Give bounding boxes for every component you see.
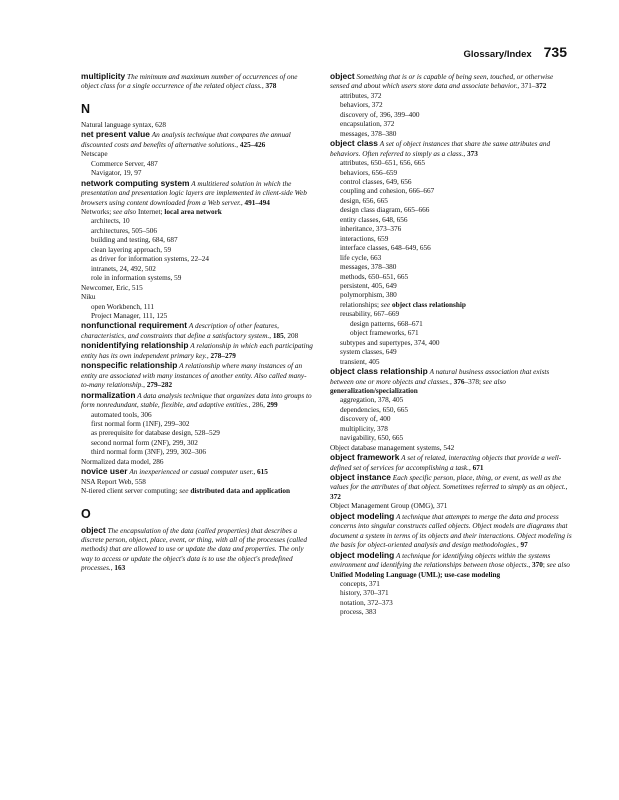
index-entry: Object database management systems, 542 (330, 443, 455, 452)
index-entry: Natural language syntax, 628 (81, 120, 166, 129)
index-entry-object-continued: object Something that is or is capable of being seen, touched, or otherwise sensed and about which users store data and associate behavior., 371–372 (330, 71, 554, 91)
index-subentry: clean layering approach, 59 (91, 245, 172, 254)
index-subentry: aggregation, 378, 405 (340, 396, 404, 405)
index-entry: Object Management Group (OMG), 371 (330, 502, 448, 511)
index-subentry: behaviors, 372 (340, 101, 383, 110)
index-subentry: interactions, 659 (340, 234, 389, 243)
index-subentry: system classes, 649 (340, 348, 397, 357)
index-entry-object-framework: object framework A set of related, interacting objects that provide a well-defined set of services for accomplishing a task., 671 (330, 452, 562, 472)
index-entry-novice-user: novice user An inexperienced or casual computer user., 615 (81, 466, 268, 477)
index-subentry: role in information systems, 59 (91, 274, 182, 283)
index-subentry: behaviors, 656–659 (340, 168, 398, 177)
index-subentry: messages, 378–380 (340, 129, 397, 138)
index-subentry: Project Manager, 111, 125 (91, 311, 168, 320)
index-entry-nonfunctional-requirement: nonfunctional requirement A description of other features, characteristics, and constraints that define a satisfactory system., 185, 208 (81, 320, 299, 340)
index-entry-object: object The encapsulation of the data (called properties) that describes a discrete person, object, place, event, or thing, with all of the processes (called methods) that are allowed to use or update the data and properties. The only way to access or update the object's data is to use the object's predefined processes., 163 (81, 524, 307, 573)
index-subentry: design, 656, 665 (340, 196, 388, 205)
index-subentry: open Workbench, 111 (91, 302, 154, 311)
index-subentry: discovery of, 400 (340, 415, 391, 424)
index-subentry: second normal form (2NF), 299, 302 (91, 438, 198, 447)
index-subentry: history, 370–371 (340, 589, 389, 598)
index-entry-object-class: object class A set of object instances that share the same attributes and behaviors. Often referred to simply as a class., 373 (330, 138, 551, 158)
index-subentry: design class diagram, 665–666 (340, 206, 430, 215)
running-header (464, 44, 567, 60)
index-entry-normalization: normalization A data analysis technique that organizes data into groups to form nonredundant, stable, flexible, and adaptive entities., 286, 299 (81, 389, 312, 410)
index-entry-object-class-relationship: object class relationship A natural business association that exists between one or more objects and classes., 376–378; see also generalization/specialization (330, 366, 550, 395)
index-subentry: architects, 10 (91, 217, 130, 226)
index-subentry: reusability, 667–669 (340, 310, 400, 319)
index-subsubentry: object frameworks, 671 (350, 329, 419, 338)
index-subentry: multiplicity, 378 (340, 424, 388, 433)
index-entry: NSA Report Web, 558 (81, 477, 146, 486)
left-column (81, 72, 313, 574)
index-subentry: attributes, 372 (340, 91, 382, 100)
section-letter-o: O (81, 506, 91, 521)
index-subentry: polymorphism, 380 (340, 291, 397, 300)
index-entry-network-computing-system: network computing system A multitiered solution in which the presentation and presentation logic layers are implemented in client-side Web browsers using content downloaded from a Web server., 491–494 (81, 177, 307, 207)
right-column (330, 72, 572, 618)
index-subentry: as driver for information systems, 22–24 (91, 255, 209, 264)
index-entry: Newcomer, Eric, 515 (81, 283, 143, 292)
page-number: 735 (543, 44, 567, 60)
index-subentry: notation, 372–373 (340, 598, 393, 607)
index-subentry: intranets, 24, 492, 502 (91, 264, 156, 273)
index-subentry: third normal form (3NF), 299, 302–306 (91, 448, 206, 457)
index-entry-object-modeling-2: object modeling A technique for identifying objects within the systems environment and identifying the relationships between those objects., 370; see also Unified Modeling Language (UML); use-case modeling (330, 549, 570, 579)
index-subentry: building and testing, 684, 687 (91, 236, 178, 245)
index-subentry: subtypes and supertypes, 374, 400 (340, 338, 440, 347)
index-subentry: encapsulation, 372 (340, 120, 395, 129)
index-entry-object-instance: object instance Each specific person, place, thing, or event, as well as the values for the attributes of that object. Sometimes referred to simply as an object., 372 (330, 472, 568, 501)
index-subentry: dependencies, 650, 665 (340, 405, 409, 414)
index-subentry: coupling and cohesion, 666–667 (340, 187, 435, 196)
index-subentry: transient, 405 (340, 357, 380, 366)
section-letter-n: N (81, 101, 91, 116)
index-entry-nonspecific-relationship: nonspecific relationship A relationship where many instances of an entity are associated with many instances of another entity. Also called many-to-many relationship., 279–282 (81, 360, 307, 390)
index-entry: Normalized data model, 286 (81, 457, 164, 466)
index-subentry: methods, 650–651, 665 (340, 272, 409, 281)
section-title: Glossary/Index (463, 49, 532, 60)
index-entry: Netscape (81, 150, 108, 159)
index-subsubentry: design patterns, 668–671 (350, 319, 423, 328)
index-subentry: Navigator, 19, 97 (91, 169, 142, 178)
index-entry-net-present-value: net present value An analysis technique that compares the annual discounted costs and benefits of alternative solutions., 425–426 (81, 129, 291, 149)
index-entry-multiplicity: multiplicity The minimum and maximum number of occurrences of one object class for a single occurrence of the related object class., 378 (81, 71, 298, 91)
index-subentry: automated tools, 306 (91, 410, 152, 419)
index-subentry: messages, 378–380 (340, 263, 397, 272)
index-subentry-relationships: relationships; see object class relationship (340, 300, 466, 309)
index-subentry: control classes, 649, 656 (340, 177, 412, 186)
index-subentry: life cycle, 663 (340, 253, 382, 262)
index-subentry: first normal form (1NF), 299–302 (91, 419, 190, 428)
index-subentry: concepts, 371 (340, 580, 380, 589)
index-entry-object-modeling: object modeling A technique that attempts to merge the data and process concerns into singular constructs called objects. Object models are diagrams that document a system in terms of its objects and their interactions. Object modeling is the basis for object-oriented analysis and design methodologies., 97 (330, 510, 572, 550)
index-subentry: interface classes, 648–649, 656 (340, 244, 431, 253)
index-subentry: Commerce Server, 487 (91, 159, 158, 168)
index-subentry: as prerequisite for database design, 528–529 (91, 429, 220, 438)
index-entry: Niku (81, 293, 96, 302)
index-subentry: architectures, 505–506 (91, 226, 158, 235)
index-subentry: process, 383 (340, 608, 377, 617)
index-subentry: attributes, 650–651, 656, 665 (340, 159, 425, 168)
index-subentry: persistent, 405, 649 (340, 281, 397, 290)
index-entry-nonidentifying-relationship: nonidentifying relationship A relationship in which each participating entity has its own independent primary key., 278–279 (81, 340, 313, 360)
index-entry-n-tiered: N-tiered client server computing; see distributed data and application (81, 487, 291, 496)
index-subentry: navigability, 650, 665 (340, 434, 404, 443)
index-subentry: entity classes, 648, 656 (340, 215, 408, 224)
index-subentry: inheritance, 373–376 (340, 225, 402, 234)
index-entry-networks: Networks; see also Internet; local area network (81, 207, 222, 216)
index-subentry: discovery of, 396, 399–400 (340, 110, 420, 119)
